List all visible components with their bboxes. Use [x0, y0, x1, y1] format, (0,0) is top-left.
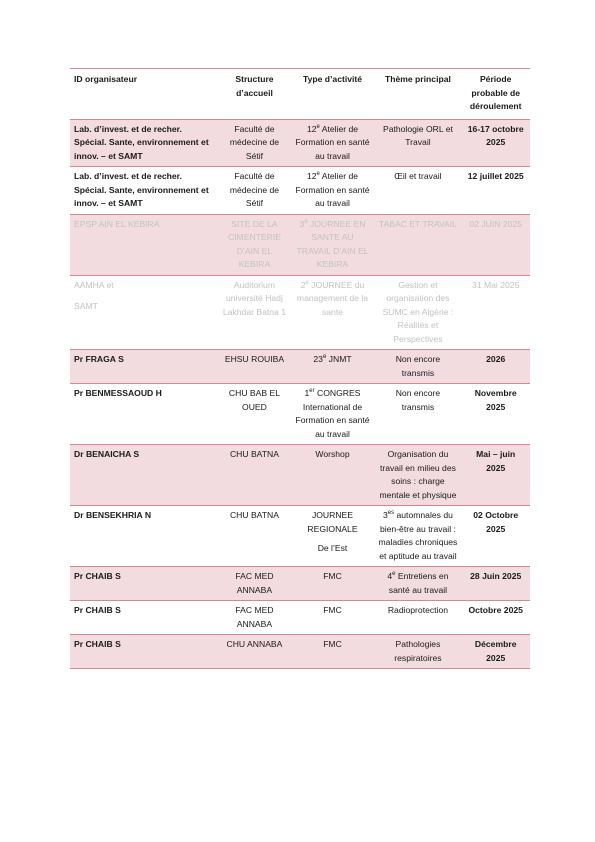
type-superscript: e: [304, 218, 308, 225]
organizer-cell: EPSP AIN EL KEBIRA: [70, 214, 218, 275]
table-row: [70, 119, 530, 167]
structure-cell: CHU ANNABA: [218, 635, 290, 669]
structure-cell: CHU BATNA: [218, 506, 290, 567]
period-cell: Décembre 2025: [461, 635, 530, 669]
theme-cell: [374, 567, 461, 601]
type-line: JOURNEE REGIONALE: [307, 510, 358, 534]
activities-table: [70, 68, 530, 669]
type-superscript: e: [316, 171, 320, 178]
theme-number: 3: [382, 510, 388, 520]
theme-cell: TABAC ET TRAVAIL: [374, 214, 461, 275]
type-superscript: e: [305, 279, 309, 286]
table-row: [70, 506, 530, 567]
organizer-cell: Pr CHAIB S: [70, 635, 218, 669]
type-cell: [291, 167, 375, 215]
structure-cell: EHSU ROUIBA: [218, 350, 290, 384]
period-cell: 02 JUIN 2025: [461, 214, 530, 275]
header-structure: Structure d’accueil: [218, 69, 290, 120]
type-cell: [291, 275, 375, 350]
organizer-line: AAMHA et: [74, 279, 114, 290]
type-cell: [291, 506, 375, 567]
structure-cell: Faculté de médecine de Sétif: [218, 119, 290, 167]
type-text: JNMT: [326, 354, 352, 364]
table-header-row: [70, 69, 530, 120]
table-row: [70, 384, 530, 445]
theme-number: 4: [387, 571, 393, 581]
type-superscript: er: [309, 388, 315, 395]
type-superscript: e: [316, 123, 320, 130]
table-row: [70, 635, 530, 669]
type-cell: FMC: [291, 635, 375, 669]
type-number: 23: [313, 354, 323, 364]
period-cell: 16-17 octobre 2025: [461, 119, 530, 167]
organizer-cell: Dr BENAICHA S: [70, 445, 218, 506]
theme-cell: Radioprotection: [374, 601, 461, 635]
header-type: Type d’activité: [291, 69, 375, 120]
type-cell: [291, 214, 375, 275]
type-cell: FMC: [291, 601, 375, 635]
table-row: [70, 275, 530, 350]
table-row: [70, 601, 530, 635]
theme-cell: Œil et travail: [374, 167, 461, 215]
type-cell: [291, 384, 375, 445]
organizer-cell: Lab. d’invest. et de recher. Spécial. Sante, environnement et innov. – et SAMT: [70, 167, 218, 215]
structure-cell: Auditorium université Hadj Lakhdar Batna 1: [218, 275, 290, 350]
period-cell: Octobre 2025: [461, 601, 530, 635]
organizer-cell: Pr BENMESSAOUD H: [70, 384, 218, 445]
theme-text: automnales du bien-être au travail : maladies chroniques et aptitude au travail: [378, 510, 458, 561]
structure-cell: CHU BATNA: [218, 445, 290, 506]
theme-cell: Pathologie ORL et Travail: [374, 119, 461, 167]
period-cell: 28 Juin 2025: [461, 567, 530, 601]
organizer-cell: Dr BENSEKHRIA N: [70, 506, 218, 567]
organizer-line: SAMT: [74, 301, 98, 311]
type-number: 12: [306, 123, 317, 134]
type-number: 12: [306, 171, 317, 181]
structure-cell: Faculté de médecine de Sétif: [218, 167, 290, 215]
theme-cell: Organisation du travail en milieu des soins : charge mentale et physique: [374, 445, 461, 506]
type-text: Atelier de Formation en santé au travail: [295, 171, 370, 208]
organizer-cell: Lab. d’invest. et de recher. Spécial. Sante, environnement et innov. – et SAMT: [70, 119, 218, 167]
structure-cell: CHU BAB EL OUED: [218, 384, 290, 445]
type-text: CONGRES International de Formation en santé au travail: [295, 388, 370, 439]
type-number: 1: [304, 388, 310, 398]
theme-text: Entretiens en santé au travail: [388, 571, 449, 595]
type-text: JOURNEE EN SANTE AU TRAVAIL D’AIN EL KEBIRA: [296, 218, 369, 269]
structure-cell: FAC MED ANNABA: [218, 567, 290, 601]
table-row: [70, 567, 530, 601]
period-cell: 12 juillet 2025: [461, 167, 530, 215]
period-cell: 2026: [461, 350, 530, 384]
type-text: Atelier de Formation en santé au travail: [295, 123, 370, 161]
theme-cell: Non encore transmis: [374, 350, 461, 384]
table-row: [70, 214, 530, 275]
organizer-cell: [70, 275, 218, 350]
type-superscript: e: [322, 354, 327, 361]
line-gap: [74, 292, 214, 300]
table-row: [70, 445, 530, 506]
header-period: Période probable de déroulement: [461, 69, 530, 120]
header-theme: Thème principal: [374, 69, 461, 120]
type-number: 2: [300, 279, 306, 290]
period-cell: Mai – juin 2025: [461, 445, 530, 506]
theme-cell: Non encore transmis: [374, 384, 461, 445]
type-cell: FMC: [291, 567, 375, 601]
structure-cell: SITE DE LA CIMENTERIE D’AIN EL KEBIRA: [218, 214, 290, 275]
period-cell: Novembre 2025: [461, 384, 530, 445]
organizer-cell: Pr CHAIB S: [70, 601, 218, 635]
theme-cell: Gestion et organisation des SUMC en Algérie : Réalités et Perspectives: [374, 275, 461, 350]
type-cell: [291, 350, 375, 384]
type-line: De l’Est: [317, 543, 348, 553]
theme-cell: [374, 506, 461, 567]
type-cell: [291, 119, 375, 167]
period-cell: 02 Octobre 2025: [461, 506, 530, 567]
structure-cell: FAC MED ANNABA: [218, 601, 290, 635]
theme-superscript: e: [392, 571, 396, 578]
organizer-cell: Pr FRAGA S: [70, 350, 218, 384]
theme-cell: Pathologies respiratoires: [374, 635, 461, 669]
type-cell: Worshop: [291, 445, 375, 506]
theme-superscript: es: [387, 510, 395, 517]
period-cell: 31 Mai 2025: [461, 275, 530, 350]
header-organizer: ID organisateur: [70, 69, 218, 120]
type-number: 3: [299, 218, 305, 229]
table-row: [70, 350, 530, 384]
type-text: JOURNEE du management de la sante: [296, 279, 369, 317]
organizer-cell: Pr CHAIB S: [70, 567, 218, 601]
table-row: [70, 167, 530, 215]
